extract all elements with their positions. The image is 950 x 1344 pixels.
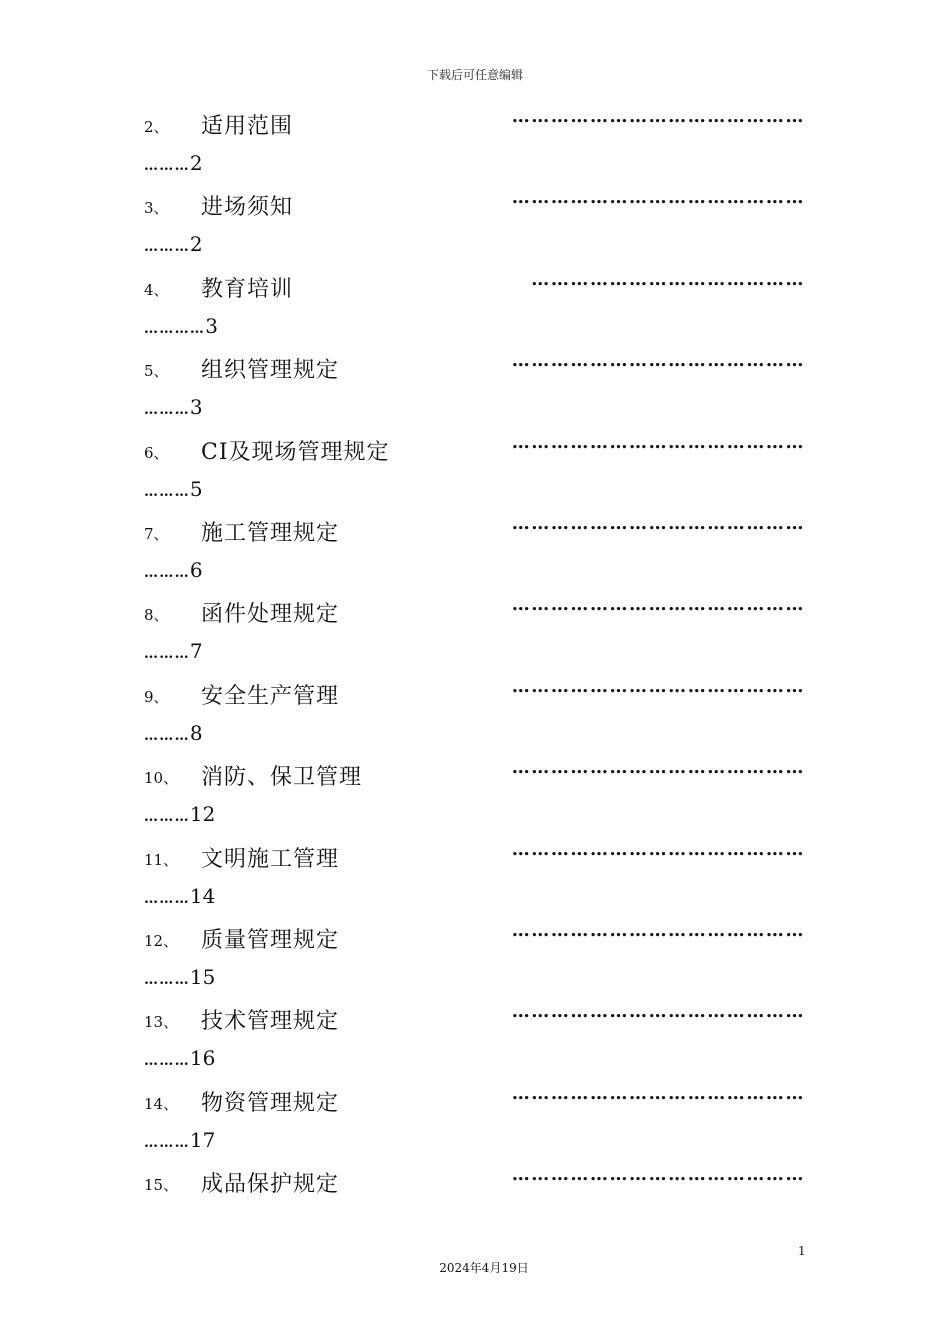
toc-entry-page: 3 <box>205 313 218 338</box>
toc-dot-leader: ……………………………………… <box>511 757 805 779</box>
table-of-contents <box>0 104 950 1243</box>
toc-entry-title: 进场须知 <box>201 195 294 221</box>
toc-entry-page: 3 <box>189 395 203 420</box>
toc-dot-leader: ……………………………………… <box>511 1001 805 1023</box>
toc-dot-leader: ……… <box>144 809 190 826</box>
toc-dot-leader: ……………………………………… <box>511 350 805 372</box>
toc-dot-leader: ……… <box>144 402 190 419</box>
toc-entry[interactable] <box>0 185 950 266</box>
toc-dot-leader: ……… <box>144 971 190 988</box>
toc-entry-page: 2 <box>189 151 203 175</box>
toc-entry[interactable] <box>0 674 950 755</box>
toc-dot-leader: ……… <box>144 890 190 907</box>
toc-dot-leader: ……………………………………… <box>511 1082 805 1104</box>
toc-entry-page: 14 <box>189 883 216 908</box>
toc-entry-title: 安全生产管理 <box>201 683 340 709</box>
toc-entry-title: 组织管理规定 <box>201 358 340 384</box>
toc-entry-number: 3、 <box>144 199 169 218</box>
toc-dot-leader: ……… <box>144 1134 190 1151</box>
toc-entry-title: 技术管理规定 <box>201 1009 340 1035</box>
toc-dot-leader: ……………………………………… <box>511 675 805 697</box>
toc-entry[interactable] <box>0 918 950 999</box>
toc-entry-title: CI及现场管理规定 <box>201 439 390 465</box>
toc-dot-leader: ……………………………………… <box>511 1164 805 1186</box>
toc-dot-leader: ……………………………………… <box>511 431 805 453</box>
toc-entry-number: 4、 <box>144 280 169 299</box>
toc-dot-leader: ………… <box>144 320 206 337</box>
toc-dot-leader: ……………………………………… <box>511 594 805 616</box>
toc-entry[interactable] <box>0 348 950 429</box>
toc-dot-leader: ……………………………………… <box>511 838 805 860</box>
page-header: 下载后可任意编辑 <box>426 68 523 82</box>
toc-entry[interactable] <box>0 755 950 836</box>
toc-entry-title: 消防、保卫管理 <box>201 765 363 791</box>
toc-entry-page: 15 <box>189 964 216 989</box>
toc-entry-number: 7、 <box>144 524 169 543</box>
footer-date: 2024年4月19日 <box>439 1261 529 1275</box>
toc-entry-number: 5、 <box>144 362 169 381</box>
toc-dot-leader: ……………………………………… <box>511 919 805 941</box>
toc-entry[interactable] <box>0 999 950 1080</box>
toc-dot-leader: ……… <box>144 239 190 256</box>
toc-entry-page: 5 <box>189 476 203 501</box>
toc-entry-page: 6 <box>189 557 203 582</box>
toc-entry-number: 11、 <box>144 850 179 869</box>
toc-entry-title: 函件处理规定 <box>201 602 340 628</box>
toc-dot-leader: ……… <box>144 564 190 581</box>
toc-entry-page: 16 <box>189 1046 216 1071</box>
toc-entry-title: 质量管理规定 <box>201 927 340 953</box>
toc-entry-number: 10、 <box>144 769 179 788</box>
toc-entry-page: 17 <box>189 1127 216 1152</box>
toc-entry-number: 8、 <box>144 606 169 625</box>
toc-dot-leader: ……… <box>144 727 190 744</box>
toc-dot-leader: …………………………………… <box>531 268 805 290</box>
toc-entry-title: 教育培训 <box>201 276 294 302</box>
toc-entry[interactable] <box>0 1081 950 1162</box>
toc-entry-page: 12 <box>189 802 216 827</box>
toc-entry-title: 成品保护规定 <box>201 1172 340 1198</box>
page-number: 1 <box>798 1244 806 1258</box>
toc-entry-page: 8 <box>189 720 203 745</box>
toc-entry[interactable] <box>0 592 950 673</box>
toc-entry-title: 适用范围 <box>201 114 294 139</box>
toc-dot-leader: ……………………………………… <box>511 106 805 127</box>
toc-entry[interactable] <box>0 104 950 185</box>
toc-entry[interactable] <box>0 267 950 348</box>
toc-dot-leader: ……………………………………… <box>511 512 805 534</box>
toc-entry-number: 14、 <box>144 1094 179 1113</box>
toc-dot-leader: ……… <box>144 646 190 663</box>
toc-entry-number: 6、 <box>144 443 169 462</box>
toc-dot-leader: ……… <box>144 158 190 174</box>
toc-dot-leader: ……… <box>144 483 190 500</box>
toc-entry-number: 2、 <box>144 118 169 136</box>
toc-entry-title: 施工管理规定 <box>201 520 340 546</box>
toc-entry-number: 13、 <box>144 1013 179 1032</box>
toc-entry[interactable] <box>0 837 950 918</box>
toc-entry-page: 7 <box>189 639 203 664</box>
toc-entry-number: 9、 <box>144 687 169 706</box>
toc-entry-page: 2 <box>189 232 203 257</box>
toc-dot-leader: ……………………………………… <box>511 187 805 209</box>
toc-entry[interactable] <box>0 511 950 592</box>
toc-dot-leader: ……… <box>144 1053 190 1070</box>
toc-entry[interactable] <box>0 430 950 511</box>
toc-entry[interactable] <box>0 1162 950 1243</box>
toc-entry-title: 文明施工管理 <box>201 846 340 872</box>
toc-entry-number: 15、 <box>144 1176 179 1195</box>
toc-entry-number: 12、 <box>144 931 179 950</box>
toc-entry-title: 物资管理规定 <box>201 1090 340 1116</box>
